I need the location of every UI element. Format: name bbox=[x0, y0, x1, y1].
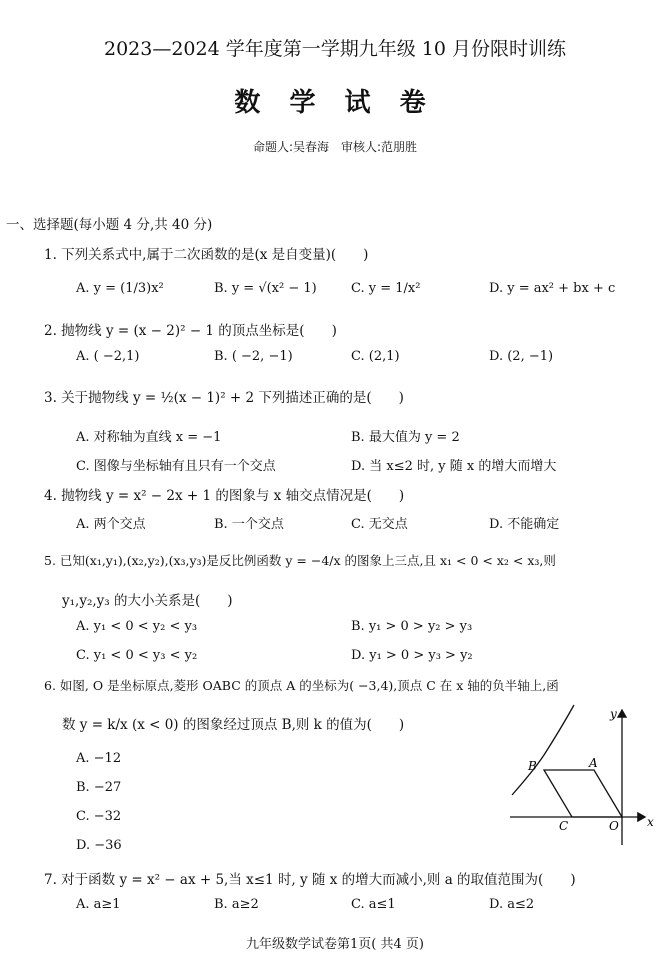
question-2-option-a: A. ( −2,1) bbox=[76, 349, 140, 364]
label-o: O bbox=[609, 819, 619, 833]
label-a: A bbox=[589, 756, 598, 770]
question-2-option-c: C. (2,1) bbox=[351, 349, 400, 364]
question-4-option-c: C. 无交点 bbox=[351, 517, 408, 532]
question-6-stem: 6. 如图, O 是坐标原点,菱形 OABC 的顶点 A 的坐标为( −3,4),顶点 C 在 x 轴的负半轴上,函 bbox=[44, 678, 559, 693]
question-1-option-b: B. y = √(x² − 1) bbox=[214, 281, 317, 296]
question-1-option-d: D. y = ax² + bx + c bbox=[489, 281, 616, 296]
question-3-option-a: A. 对称轴为直线 x = −1 bbox=[76, 430, 222, 445]
question-5-option-a: A. y₁ < 0 < y₂ < y₃ bbox=[76, 619, 198, 634]
hyperbola-curve bbox=[512, 705, 574, 795]
question-2-stem: 2. 抛物线 y = (x − 2)² − 1 的顶点坐标是( ) bbox=[44, 323, 337, 339]
section-title: 一、选择题(每小题 4 分,共 40 分) bbox=[6, 217, 213, 233]
label-y: y bbox=[610, 707, 617, 721]
exam-title: 2023—2024 学年度第一学期九年级 10 月份限时训练 bbox=[103, 38, 566, 60]
question-3-option-d: D. 当 x≤2 时, y 随 x 的增大而增大 bbox=[351, 459, 557, 474]
label-c: C bbox=[559, 819, 569, 833]
authors-line: 命题人:吴春海 审核人:范朋胜 bbox=[252, 140, 418, 154]
question-6-option-c: C. −32 bbox=[76, 809, 122, 824]
question-3-option-b: B. 最大值为 y = 2 bbox=[351, 430, 460, 445]
question-7-option-d: D. a≤2 bbox=[489, 897, 535, 912]
question-5-stem: 5. 已知(x₁,y₁),(x₂,y₂),(x₃,y₃)是反比例函数 y = −4/x 的图象上三点,且 x₁ < 0 < x₂ < x₃,则 bbox=[44, 553, 556, 568]
question-4-option-d: D. 不能确定 bbox=[489, 517, 560, 532]
question-7-option-a: A. a≥1 bbox=[76, 897, 121, 912]
question-6-stem-continued: 数 y = k/x (x < 0) 的图象经过顶点 B,则 k 的值为( ) bbox=[62, 717, 405, 733]
question-1-option-a: A. y = (1/3)x² bbox=[76, 281, 164, 296]
question-4-option-b: B. 一个交点 bbox=[214, 517, 284, 532]
question-5-option-c: C. y₁ < 0 < y₃ < y₂ bbox=[76, 648, 198, 663]
question-2-option-b: B. ( −2, −1) bbox=[214, 349, 293, 364]
question-5-stem-continued: y₁,y₂,y₃ 的大小关系是( ) bbox=[62, 593, 233, 609]
question-6-option-b: B. −27 bbox=[76, 780, 122, 795]
question-7-option-c: C. a≤1 bbox=[351, 897, 396, 912]
rhombus-oabc bbox=[544, 770, 622, 817]
question-4-stem: 4. 抛物线 y = x² − 2x + 1 的图象与 x 轴交点情况是( ) bbox=[44, 488, 405, 504]
question-3-option-c: C. 图像与坐标轴有且只有一个交点 bbox=[76, 459, 276, 474]
page-footer: 九年级数学试卷第1页( 共4 页) bbox=[246, 937, 424, 952]
question-1-option-c: C. y = 1/x² bbox=[351, 281, 421, 296]
question-3-stem: 3. 关于抛物线 y = ½(x − 1)² + 2 下列描述正确的是( ) bbox=[44, 390, 404, 406]
question-1-stem: 1. 下列关系式中,属于二次函数的是(x 是自变量)( ) bbox=[44, 247, 369, 263]
question-4-option-a: A. 两个交点 bbox=[76, 517, 146, 532]
question-7-stem: 7. 对于函数 y = x² − ax + 5,当 x≤1 时, y 随 x 的增大而减小,则 a 的取值范围为( ) bbox=[44, 872, 576, 888]
question-5-option-d: D. y₁ > 0 > y₃ > y₂ bbox=[351, 648, 473, 663]
question-7-option-b: B. a≥2 bbox=[214, 897, 259, 912]
label-x: x bbox=[647, 815, 654, 829]
question-6-option-d: D. −36 bbox=[76, 838, 122, 853]
rhombus-figure bbox=[490, 700, 660, 850]
question-5-option-b: B. y₁ > 0 > y₂ > y₃ bbox=[351, 619, 473, 634]
question-2-option-d: D. (2, −1) bbox=[489, 349, 554, 364]
exam-subtitle: 数 学 试 卷 bbox=[234, 88, 436, 118]
label-b: B bbox=[528, 759, 537, 773]
question-6-option-a: A. −12 bbox=[76, 751, 122, 766]
